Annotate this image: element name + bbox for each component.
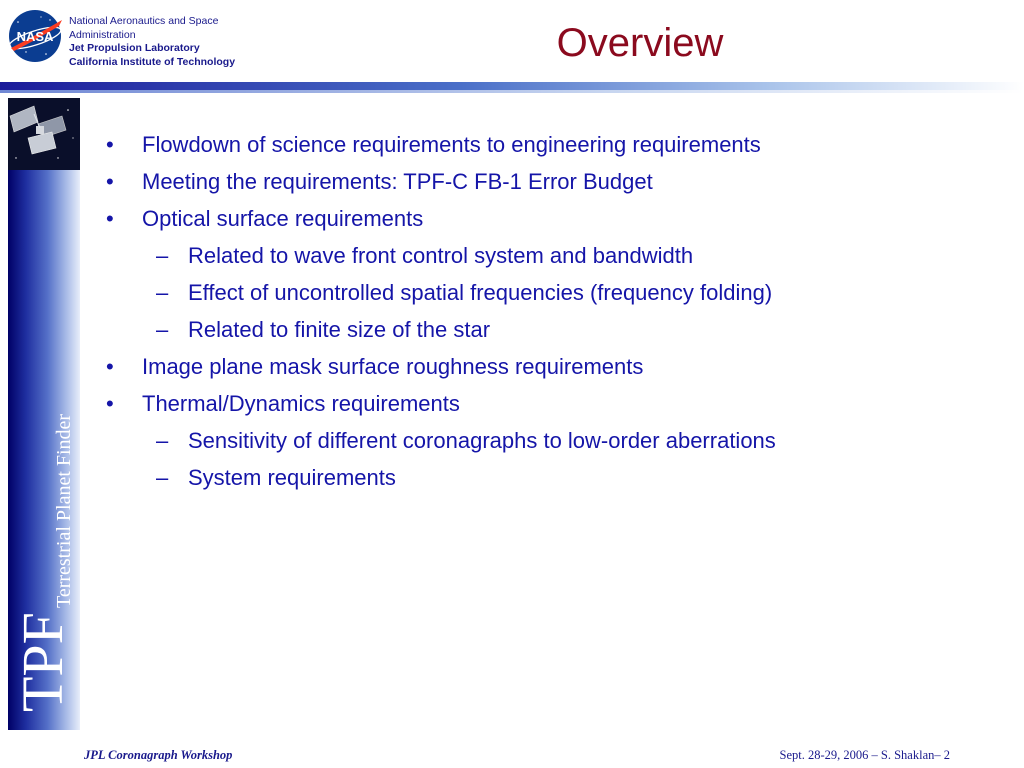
org-line-3: Jet Propulsion Laboratory [69,42,200,54]
list-subitem: – System requirements [100,459,1000,496]
org-line-4: California Institute of Technology [69,55,236,68]
footer-event-name: JPL Coronagraph Workshop [84,748,233,762]
header-divider-bar [0,82,1024,90]
bullet-list [100,126,1000,496]
list-item: • Flowdown of science requirements to engineering requirements [100,126,1000,163]
spacecraft-image [8,98,80,170]
list-subitem: – Sensitivity of different coronagraphs to low-order aberrations [100,422,1000,459]
org-line-2: Administration [69,28,136,41]
tpf-vertical-title [10,386,80,716]
list-item: • Optical surface requirements [100,200,1000,237]
org-line-1: National Aeronautics and Space [69,15,219,27]
list-item: • Image plane mask surface roughness requirements [100,348,1000,385]
list-subitem: – Effect of uncontrolled spatial frequencies (frequency folding) [100,274,1000,311]
tpf-label: TPF [10,612,75,712]
header-divider-bar-secondary [0,90,1024,93]
nasa-logo [6,8,64,64]
list-subitem: – Related to wave front control system and bandwidth [100,237,1000,274]
list-item: • Meeting the requirements: TPF-C FB-1 Error Budget [100,163,1000,200]
nasa-logo-text: NASA [16,29,54,44]
list-subitem: – Related to finite size of the star [100,311,1000,348]
list-item: • Thermal/Dynamics requirements [100,385,1000,422]
slide-title: Overview [556,21,724,65]
footer-date-author-page: Sept. 28-29, 2006 – S. Shaklan– 2 [779,748,950,762]
tpf-subtitle: Terrestrial Planet Finder [53,413,75,608]
organization-block [69,15,235,69]
sidebar-banner [8,98,80,730]
